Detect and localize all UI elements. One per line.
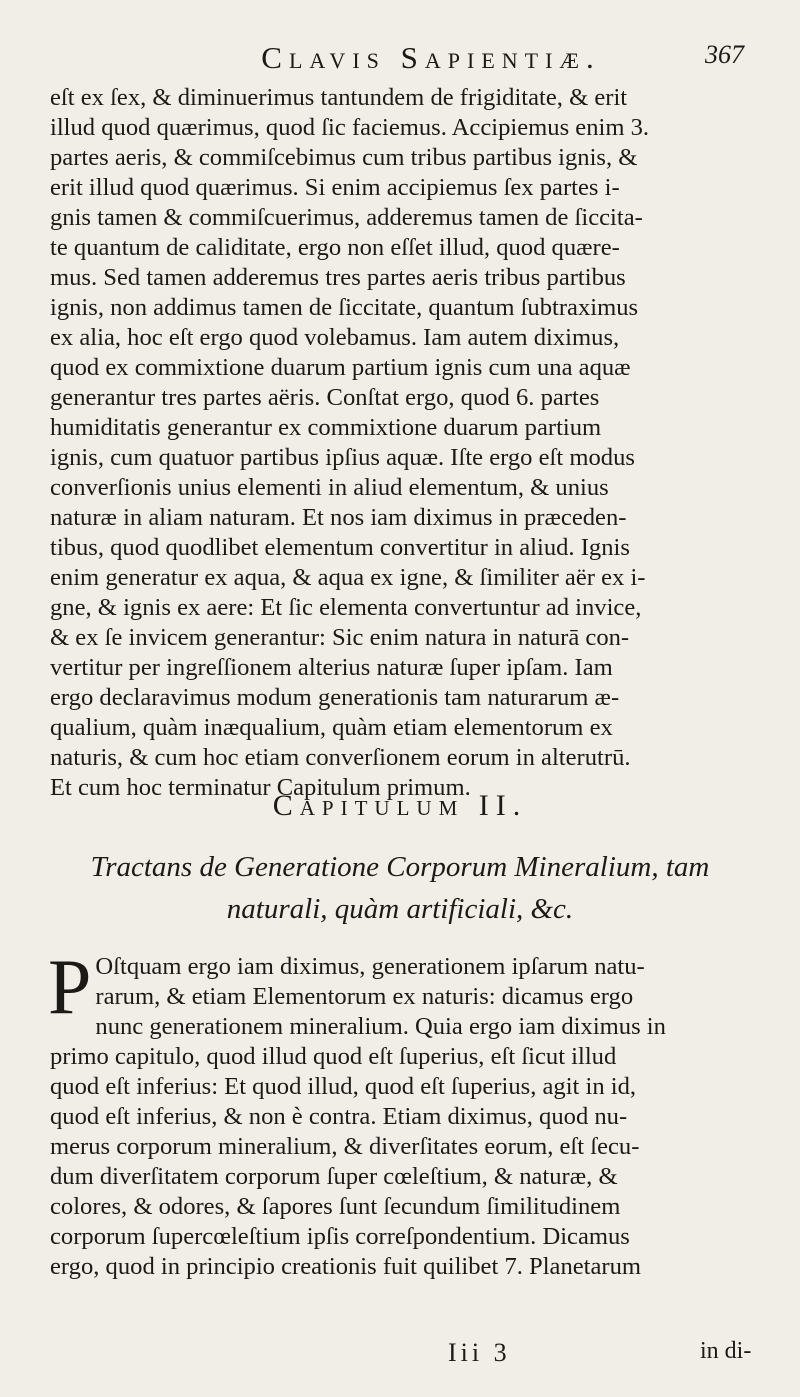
- text-line: humiditatis generantur ex commixtione duarum partium: [50, 414, 602, 441]
- text-line: converſionis unius elementi in aliud elementum, & unius: [50, 474, 609, 501]
- text-line: ergo declaravimus modum generationis tam naturarum æ-: [50, 684, 620, 711]
- text-line: ergo, quod in principio creationis fuit quilibet 7. Planetarum: [50, 1253, 642, 1280]
- chapter-title-line: naturali, quàm artificiali, &c.: [226, 893, 574, 925]
- text-line: nunc generationem mineralium. Quia ergo iam diximus in: [95, 1013, 666, 1040]
- text-line: corporum ſupercœleſtium ipſis correſpondentium. Dicamus: [50, 1223, 630, 1250]
- text-line: gne, & ignis ex aere: Et ſic elementa convertuntur ad invice,: [50, 594, 642, 621]
- text-line: ignis, cum quatuor partibus ipſius aquæ. Iſte ergo eſt modus: [50, 444, 635, 471]
- text-line: qualium, quàm inæqualium, quàm etiam elementorum ex: [50, 714, 613, 741]
- text-line: quod ex commixtione duarum partium ignis cum una aquæ: [50, 354, 631, 381]
- chapter-heading: Capitulum II.: [272, 789, 528, 822]
- text-line: generantur tres partes aëris. Conſtat ergo, quod 6. partes: [50, 384, 600, 411]
- text-line: gnis tamen & commiſcuerimus, adderemus tamen de ſiccita-: [50, 204, 643, 231]
- text-line: erit illud quod quærimus. Si enim accipiemus ſex partes i-: [50, 174, 620, 201]
- text-line: merus corporum mineralium, & diverſitates eorum, eſt ſecu-: [50, 1133, 640, 1160]
- chapter-title-line: Tractans de Generatione Corporum Mineralium, tam: [90, 851, 710, 883]
- text-line: ex alia, hoc eſt ergo quod volebamus. Iam autem diximus,: [50, 324, 620, 351]
- text-line: dum diverſitatem corporum ſuper cœleſtium, & naturæ, &: [50, 1163, 618, 1190]
- chapter-two-text: [48, 943, 750, 1282]
- running-title: Clavis Sapientiæ.: [261, 40, 601, 75]
- text-line: naturis, & cum hoc etiam converſionem eorum in alterutrū.: [50, 744, 631, 771]
- text-line: colores, & odores, & ſapores ſunt ſecundum ſimilitudinem: [50, 1193, 621, 1220]
- text-line: & ex ſe invicem generantur: Sic enim natura in naturā con-: [50, 624, 630, 651]
- text-line: quod eſt inferius, & non è contra. Etiam diximus, quod nu-: [50, 1103, 628, 1130]
- text-line: Et cum hoc terminatur Capitulum primum.: [50, 774, 471, 801]
- text-line: naturæ in aliam naturam. Et nos iam diximus in præceden-: [50, 504, 627, 531]
- text-line: eſt ex ſex, & diminuerimus tantundem de frigiditate, & erit: [50, 84, 628, 111]
- page-number: 367: [705, 40, 744, 69]
- signature-mark: Iii 3: [448, 1338, 511, 1367]
- chapter-one-ending: [50, 83, 750, 803]
- text-line: ignis, non addimus tamen de ſiccitate, quantum ſubtraximus: [50, 294, 639, 321]
- text-line: partes aeris, & commiſcebimus cum tribus partibus ignis, &: [50, 144, 638, 171]
- text-line: Oſtquam ergo iam diximus, generationem ipſarum natu-: [95, 953, 645, 980]
- text-line: vertitur per ingreſſionem alterius naturæ ſuper ipſam. Iam: [50, 654, 613, 681]
- text-line: enim generatur ex aqua, & aqua ex igne, & ſimiliter aër ex i-: [50, 564, 646, 591]
- text-line: quod eſt inferius: Et quod illud, quod eſt ſuperius, agit in id,: [50, 1073, 637, 1100]
- page-header: [68, 40, 744, 80]
- drop-capital: P: [48, 943, 92, 1030]
- text-line: mus. Sed tamen adderemus tres partes aeris tribus partibus: [50, 264, 626, 291]
- catchword: in di-: [700, 1338, 752, 1364]
- chapter-title: [40, 846, 760, 930]
- text-line: primo capitulo, quod illud quod eſt ſuperius, eſt ſicut illud: [50, 1043, 617, 1070]
- text-line: te quantum de caliditate, ergo non eſſet illud, quod quære-: [50, 234, 620, 261]
- text-line: illud quod quærimus, quod ſic faciemus. Accipiemus enim 3.: [50, 114, 650, 141]
- text-line: rarum, & etiam Elementorum ex naturis: dicamus ergo: [95, 983, 634, 1010]
- text-line: tibus, quod quodlibet elementum convertitur in aliud. Ignis: [50, 534, 630, 561]
